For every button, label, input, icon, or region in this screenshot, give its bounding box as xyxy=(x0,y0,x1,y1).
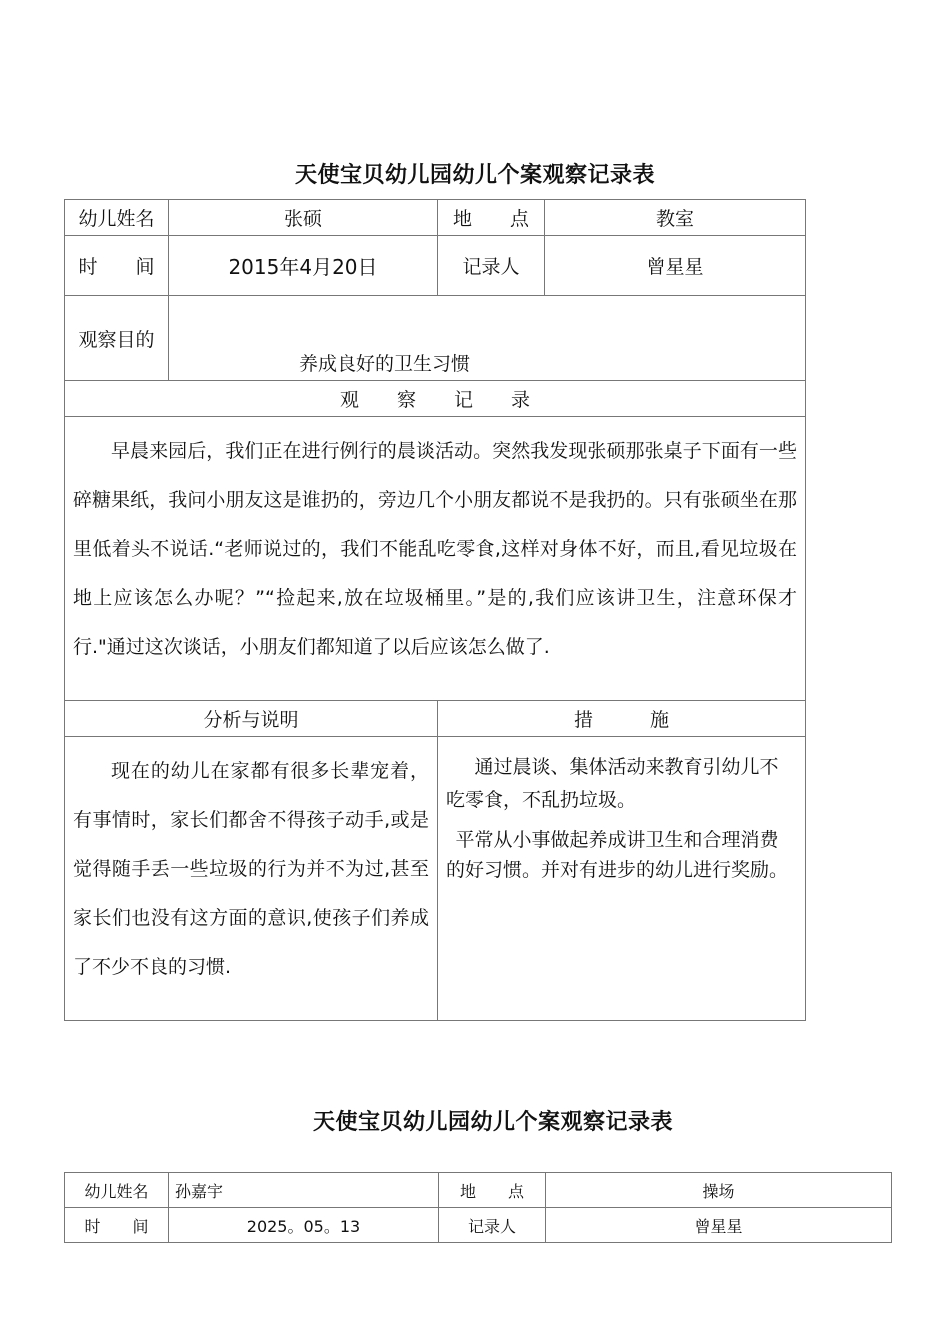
place-label-2: 地 点 xyxy=(439,1173,546,1208)
place-label: 地 点 xyxy=(438,200,545,236)
measures-header: 措 施 xyxy=(438,701,806,737)
name-value: 张硕 xyxy=(169,200,438,236)
purpose-label: 观察目的 xyxy=(65,296,169,381)
recorder-label: 记录人 xyxy=(438,236,545,296)
analysis-text: 现在的幼儿在家都有很多长辈宠着，有事情时，家长们都舍不得孩子动手,或是觉得随手丢一些垃圾的行为并不为过,甚至家长们也没有这方面的意识,使孩子们养成了不少不良的习惯. xyxy=(65,737,438,1021)
analysis-header: 分析与说明 xyxy=(65,701,438,737)
name-label-2: 幼儿姓名 xyxy=(65,1173,169,1208)
time-value: 2015年4月20日 xyxy=(169,236,438,296)
measures-cell xyxy=(438,737,806,1021)
form-title-2: 天使宝贝幼儿园幼儿个案观察记录表 xyxy=(312,1110,673,1135)
time-label-2: 时 间 xyxy=(65,1208,169,1243)
recorder-value-2: 曾星星 xyxy=(546,1208,892,1243)
measures-text-1: 通过晨谈、集体活动来教育引幼儿不吃零食，不乱扔垃圾。 xyxy=(446,756,779,811)
record-header: 观 察 记 录 xyxy=(65,381,806,417)
record-text: 早晨来园后，我们正在进行例行的晨谈活动。突然我发现张硕那张桌子下面有一些碎糖果纸，我问小朋友这是谁扔的，旁边几个小朋友都说不是我扔的。只有张硕坐在那里低着头不说话.“老师说过的，我们不能乱吃零食,这样对身体不好，而且,看见垃圾在地上应该怎么办呢？”“捡起来,放在垃圾桶里。”是的,我们应该讲卫生，注意环保才行."通过这次谈话，小朋友们都知道了以后应该怎么做了. xyxy=(65,417,806,701)
time-value-2: 2025。05。13 xyxy=(169,1208,439,1243)
place-value-2: 操场 xyxy=(546,1173,892,1208)
name-label: 幼儿姓名 xyxy=(65,200,169,236)
name-value-2: 孙嘉宇 xyxy=(169,1173,439,1208)
recorder-label-2: 记录人 xyxy=(439,1208,546,1243)
purpose-value: 养成良好的卫生习惯 xyxy=(169,296,806,381)
observation-table-2 xyxy=(64,1172,892,1243)
place-value: 教室 xyxy=(545,200,806,236)
form-title: 天使宝贝幼儿园幼儿个案观察记录表 xyxy=(294,163,655,188)
recorder-value: 曾星星 xyxy=(545,236,806,296)
observation-table xyxy=(64,199,806,1021)
time-label: 时 间 xyxy=(65,236,169,296)
measures-text-2: 平常从小事做起养成讲卫生和合理消费的好习惯。并对有进步的幼儿进行奖励。 xyxy=(446,829,789,881)
